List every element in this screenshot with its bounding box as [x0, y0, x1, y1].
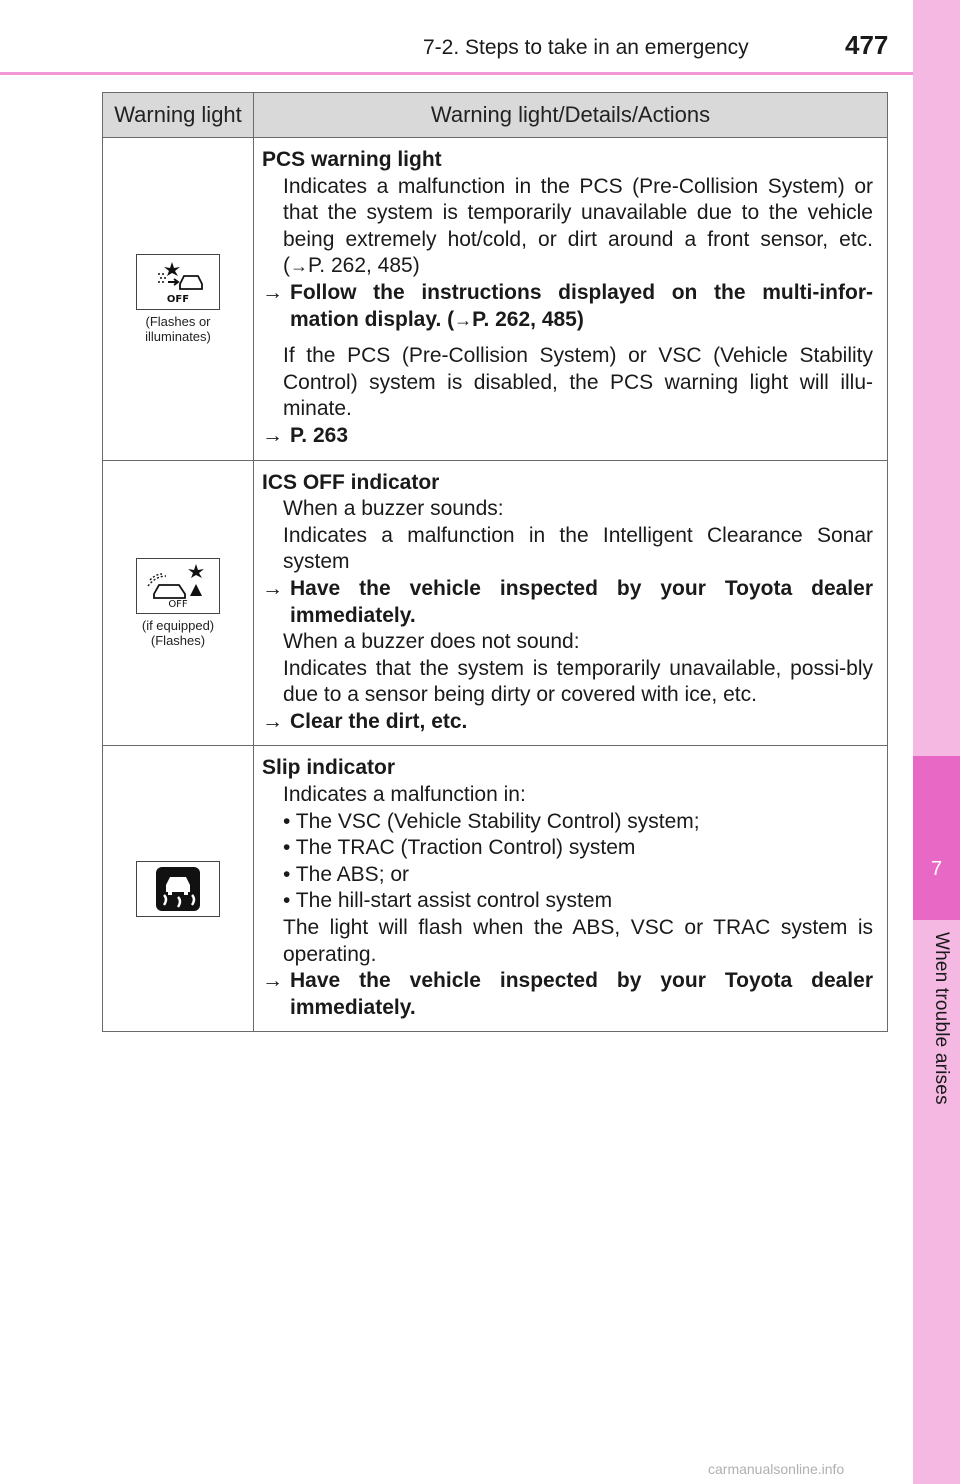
table-row [103, 460, 888, 746]
chapter-number: 7 [930, 858, 943, 880]
header-rule [0, 72, 913, 75]
list-item: • The ABS; or [283, 862, 410, 886]
chapter-title: When trouble arises [931, 932, 952, 1105]
description: The light will flash when the ABS, VSC or TRAC system is operating. [283, 916, 873, 966]
entry-title: PCS warning light [262, 148, 442, 171]
arrow-icon: → [262, 280, 283, 304]
table-row [103, 746, 888, 1032]
table-header-row [103, 93, 888, 138]
table-row [103, 138, 888, 461]
column-header-details: Warning light/Details/Actions [254, 93, 888, 138]
description: Indicates a malfunction in the PCS (Pre-Collision System) or that the system is temporarily unavailable due to the vehicle being extremely hot/cold, or dirt around a front sensor, etc. (→P. 262, 485) [283, 174, 873, 278]
entry-title: Slip indicator [262, 756, 396, 780]
details-cell [254, 460, 888, 746]
details-cell [254, 138, 888, 461]
action-item: → Have the vehicle inspected by your Toyota dealer immediately. [262, 969, 873, 1019]
page-reference: → P. 263 [262, 423, 873, 450]
list-item: • The TRAC (Traction Control) system [283, 836, 636, 860]
icon-cell [103, 460, 254, 746]
condition-text: When a buzzer does not sound: [283, 630, 580, 654]
arrow-icon: → [262, 709, 283, 733]
watermark: carmanualsonline.info [708, 1461, 845, 1477]
description: If the PCS (Pre-Collision System) or VSC (Vehicle Stability Control) system is disabled, the PCS warning light will illu-minate. [283, 344, 873, 421]
icon-cell [103, 138, 254, 461]
description: Indicates a malfunction in the Intelligent Clearance Sonar system [283, 523, 873, 574]
ics-off-icon [136, 558, 220, 614]
action-item: → Clear the dirt, etc. [262, 709, 873, 736]
arrow-icon: → [262, 969, 283, 993]
list-item: • The VSC (Vehicle Stability Control) system; [283, 809, 700, 833]
icon-off-label: OFF [166, 293, 190, 305]
arrow-icon: → [262, 576, 283, 600]
section-title: 7-2. Steps to take in an emergency [423, 36, 749, 59]
icon-off-label: OFF [168, 599, 188, 610]
action-item: → Have the vehicle inspected by your Toyota dealer immediately. [262, 576, 873, 627]
page-number: 477 [845, 30, 889, 60]
description: Indicates a malfunction in: [283, 783, 526, 807]
arrow-icon: → [290, 256, 308, 277]
warning-light-table [102, 92, 888, 1032]
icon-caption: (Flashes or illuminates) [145, 313, 211, 344]
arrow-icon: → [262, 423, 283, 447]
slip-indicator-icon [136, 861, 220, 917]
chapter-side-tab [913, 0, 960, 1484]
icon-caption: (if equipped) (Flashes) [141, 618, 215, 648]
details-cell [254, 746, 888, 1032]
icon-cell [103, 746, 254, 1032]
description: Indicates that the system is temporarily unavailable, possi-bly due to a sensor being dirty or covered with ice, etc. [283, 656, 873, 707]
pcs-warning-icon [136, 254, 220, 310]
chapter-tab-active [913, 756, 960, 920]
condition-text: When a buzzer sounds: [283, 497, 504, 521]
entry-title: ICS OFF indicator [262, 470, 440, 494]
column-header-warning-light: Warning light [103, 93, 254, 138]
arrow-icon: → [454, 309, 473, 330]
list-item: • The hill-start assist control system [283, 889, 613, 913]
action-item: → Follow the instructions displayed on the multi-infor-mation display. (→P. 262, 485) [262, 280, 873, 331]
